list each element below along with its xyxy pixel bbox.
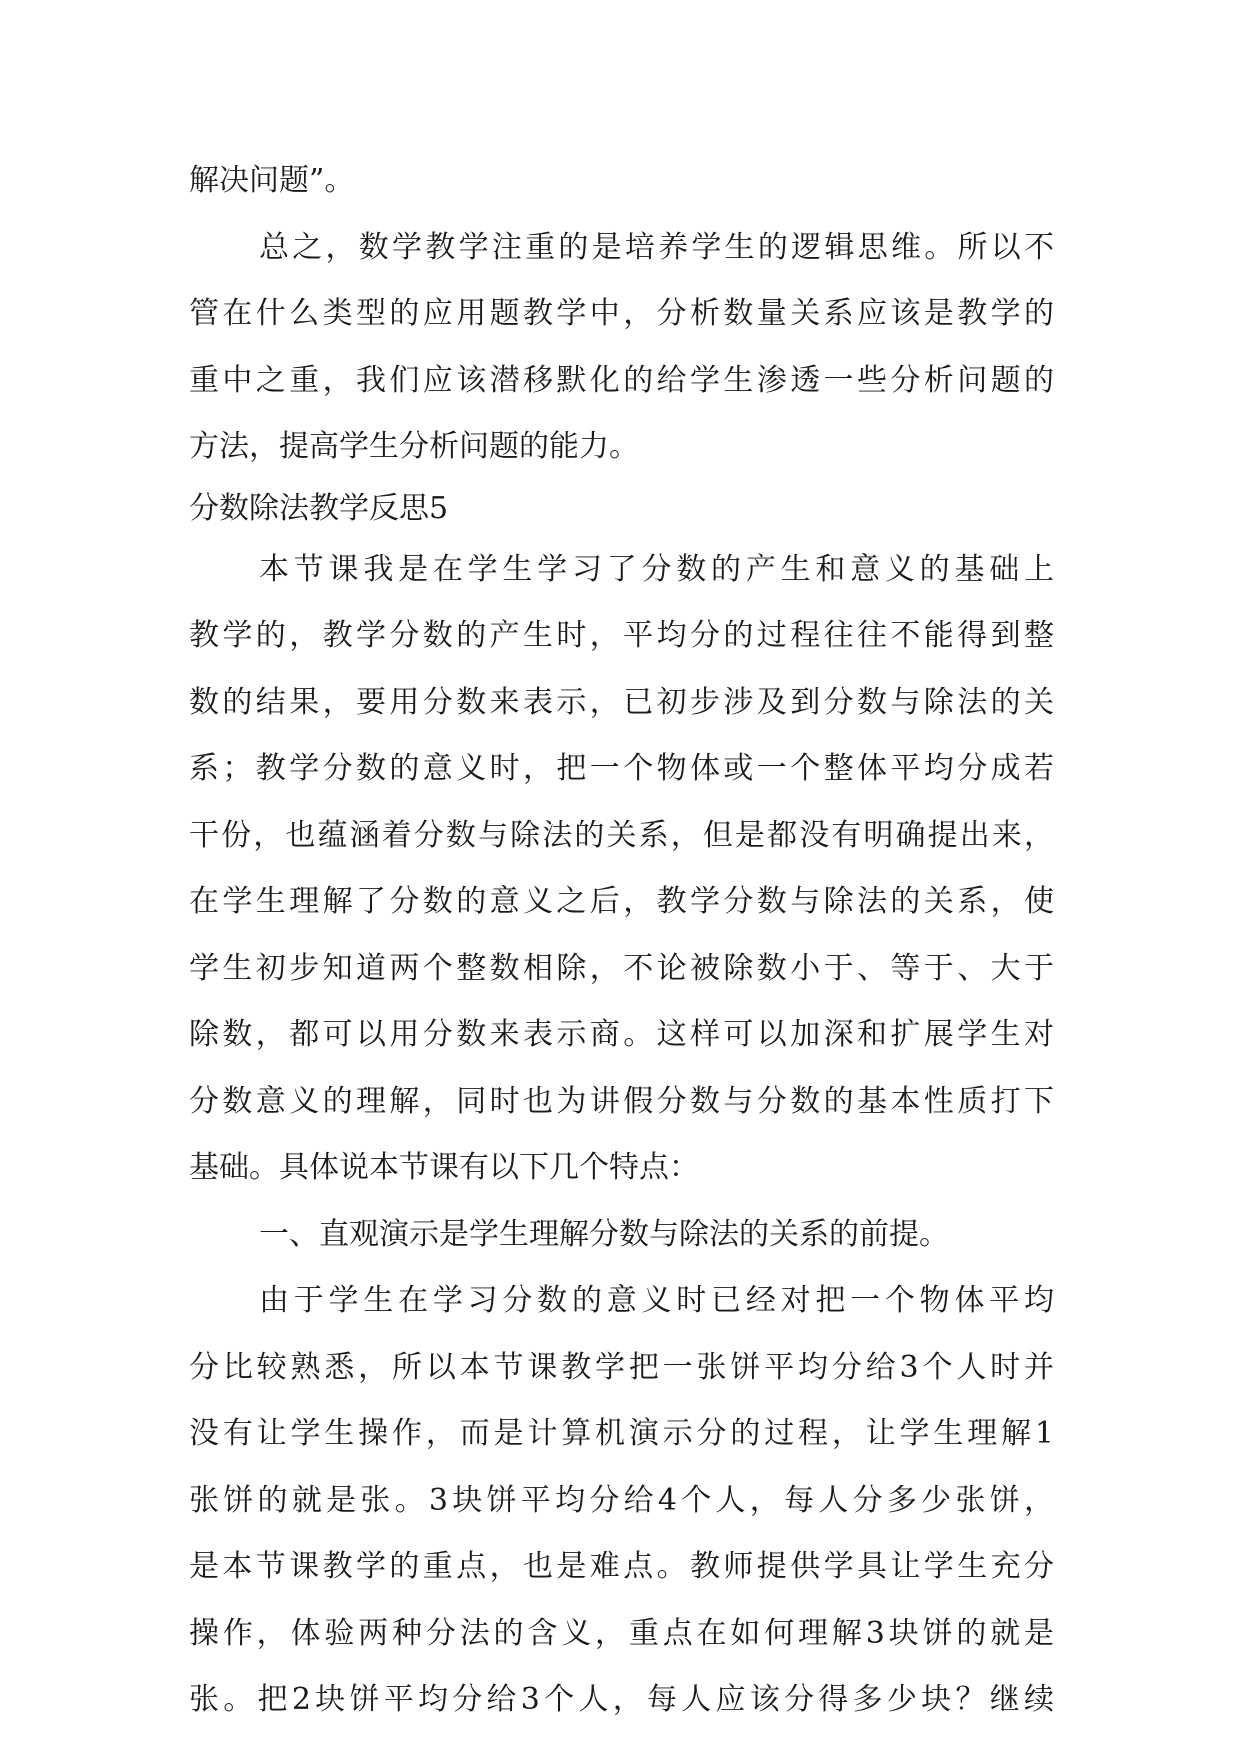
text-line: 分比较熟悉，所以本节课教学把一张饼平均分给3个人时并: [189, 1349, 1054, 1385]
text-line: 重中之重，我们应该潜移默化的给学生渗透一些分析问题的: [189, 362, 1054, 398]
text-line: 除数，都可以用分数来表示商。这样可以加深和扩展学生对: [189, 1017, 1054, 1052]
text-line: 解决问题”。: [189, 163, 355, 198]
text-line: 张。把2块饼平均分给3个人，每人应该分得多少块？继续: [189, 1682, 1054, 1717]
document-page: [189, 148, 1054, 1734]
text-line: 在学生理解了分数的意义之后，教学分数与除法的关系，使: [189, 884, 1054, 919]
text-line: 是本节课教学的重点，也是难点。教师提供学具让学生充分: [189, 1549, 1054, 1584]
text-line: 由于学生在学习分数的意义时已经对把一个物体平均: [259, 1283, 1054, 1318]
text-line: 一、直观演示是学生理解分数与除法的关系的前提。: [259, 1216, 949, 1252]
text-line: 学生初步知道两个整数相除，不论被除数小于、等于、大于: [189, 950, 1054, 986]
section-heading: 分数除法教学反思5: [189, 490, 449, 526]
text-line: 数的结果，要用分数来表示，已初步涉及到分数与除法的关: [189, 684, 1054, 720]
text-line: 系；教学分数的意义时，把一个物体或一个整体平均分成若: [189, 751, 1054, 786]
text-line: 操作，体验两种分法的含义，重点在如何理解3块饼的就是: [189, 1615, 1054, 1651]
text-line: 管在什么类型的应用题教学中，分析数量关系应该是教学的: [189, 296, 1054, 331]
text-line: 本节课我是在学生学习了分数的产生和意义的基础上: [259, 551, 1054, 587]
text-line: 总之，数学教学注重的是培养学生的逻辑思维。所以不: [259, 229, 1054, 265]
text-line: 张饼的就是张。3块饼平均分给4个人，每人分多少张饼，: [189, 1482, 1054, 1518]
text-line: 基础。具体说本节课有以下几个特点：: [189, 1150, 699, 1185]
text-line: 干份，也蕴涵着分数与除法的关系，但是都没有明确提出来，: [189, 817, 1054, 853]
text-line: 教学的，教学分数的产生时，平均分的过程往往不能得到整: [189, 618, 1054, 653]
text-line: 方法，提高学生分析问题的能力。: [189, 429, 639, 464]
text-line: 没有让学生操作，而是计算机演示分的过程，让学生理解1: [189, 1416, 1054, 1451]
text-line: 分数意义的理解，同时也为讲假分数与分数的基本性质打下: [189, 1083, 1054, 1119]
